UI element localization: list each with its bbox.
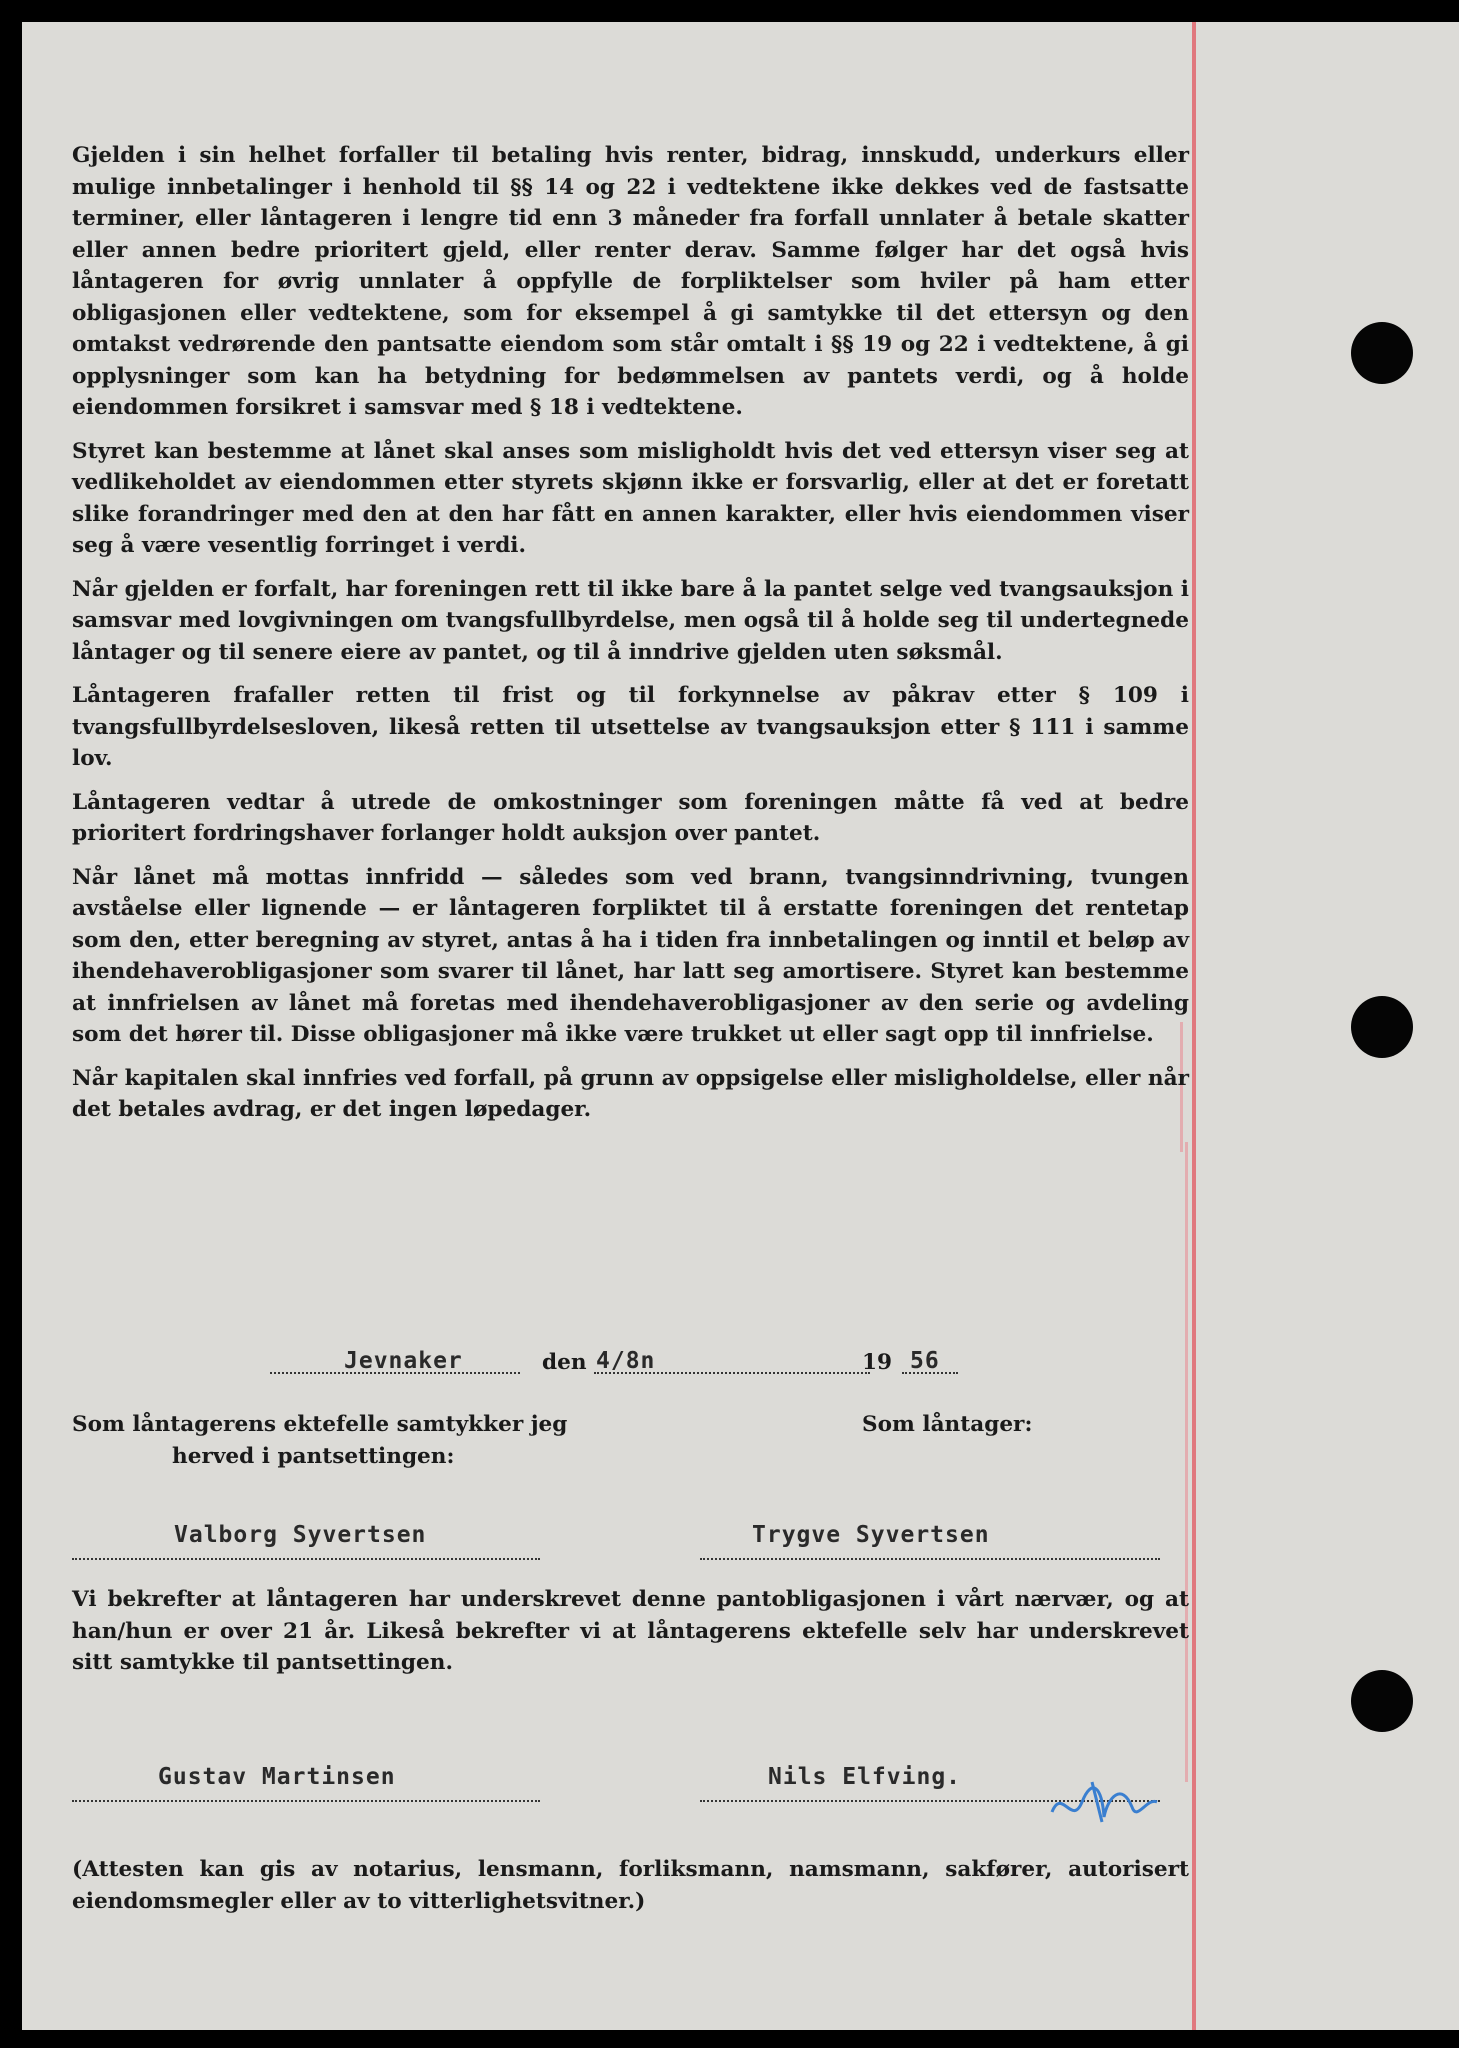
binder-hole bbox=[1351, 322, 1413, 384]
binder-hole bbox=[1351, 1670, 1413, 1732]
witness1-signature-line bbox=[72, 1800, 540, 1802]
witness-statement: Vi bekrefter at låntageren har underskrevet denne pantobligasjonen i vårt nærvær, og at han/hun er over 21 år. Likeså bekrefter vi at låntagerens ektefelle selv har underskrevet sitt samtykke til pantsettingen. bbox=[72, 1587, 1189, 1675]
witness1-signature: Gustav Martinsen bbox=[158, 1764, 396, 1790]
paragraph: Når kapitalen skal innfries ved forfall, på grunn av oppsigelse eller misligholdelse, eller når det betales avdrag, er det ingen løpedager. bbox=[72, 1065, 1189, 1122]
year-suffix: 56 bbox=[910, 1348, 940, 1374]
spouse-consent-line2: herved i pantsettingen: bbox=[172, 1444, 455, 1469]
margin-red-mark bbox=[1185, 1142, 1188, 1782]
spouse-consent-line1: Som låntagerens ektefelle samtykker jeg bbox=[72, 1412, 568, 1437]
margin-red-line bbox=[1192, 22, 1196, 2030]
witness2-signature: Nils Elfving. bbox=[768, 1764, 962, 1790]
document-page bbox=[22, 22, 1459, 2030]
paragraph: Gjelden i sin helhet forfaller til betaling hvis renter, bidrag, innskudd, underkurs eller mulige innbetalinger i henhold til §§ 14 og 22 i vedtektene ikke dekkes ved de fastsatte terminer, eller låntageren i lengre tid enn 3 måneder fra forfall unnlater å betale skatter eller annen bedre prioritert gjeld, eller renter derav. Samme følger har det også hvis låntageren for øvrig unnlater å oppfylle de forpliktelser som hviler på ham etter obligasjonen eller vedtektene, som for eksempel å gi samtykke til det ettersyn og den omtakst vedrørende den pantsatte eiendom som står omtalt i §§ 19 og 22 i vedtektene, å gi opplysninger som kan ha betydning for bedømmelsen av pantets verdi, og å holde eiendommen forsikret i samsvar med § 18 i vedtektene. bbox=[72, 143, 1189, 420]
attest-note: (Attesten kan gis av notarius, lensmann, forliksmann, namsmann, sakfører, autorisert eiendomsmegler eller av to vitterlighetsvitner.) bbox=[72, 1857, 1189, 1914]
date-value: 4/8n bbox=[596, 1348, 656, 1374]
binder-hole bbox=[1351, 996, 1413, 1058]
paragraph: Når gjelden er forfalt, har foreningen rett til ikke bare å la pantet selge ved tvangsauksjon i samsvar med lovgivningen om tvangsfullbyrdelse, men også til å holde seg til undertegnede låntager og til senere eiere av pantet, og til å inndrive gjelden uten søksmål. bbox=[72, 576, 1189, 665]
place-value: Jevnaker bbox=[344, 1348, 463, 1374]
initials-scrawl bbox=[1042, 1767, 1162, 1837]
den-label: den bbox=[542, 1350, 587, 1375]
paragraph: Styret kan bestemme at lånet skal anses som misligholdt hvis det ved ettersyn viser seg at vedlikeholdet av eiendommen etter styrets skjønn ikke er forsvarlig, eller at det er foretatt slike forandringer med den at den har fått en annen karakter, eller hvis eiendommen viser seg å være vesentlig forringet i verdi. bbox=[72, 438, 1189, 558]
paragraph: Låntageren frafaller retten til frist og til forkynnelse av påkrav etter § 109 i tvangsfullbyrdelsesloven, likeså retten til utsettelse av tvangsauksjon etter § 111 i samme lov. bbox=[72, 683, 1189, 771]
borrower-signature: Trygve Syvertsen bbox=[752, 1522, 990, 1548]
loan-terms-text bbox=[72, 140, 1189, 1138]
year-prefix: 19 bbox=[862, 1350, 893, 1375]
paragraph: Låntageren vedtar å utrede de omkostninger som foreningen måtte få ved at bedre prioritert fordringshaver forlanger holdt auksjon over pantet. bbox=[72, 789, 1189, 846]
borrower-signature-line bbox=[700, 1558, 1160, 1560]
borrower-label: Som låntager: bbox=[862, 1412, 1033, 1437]
spouse-signature-line bbox=[72, 1558, 540, 1560]
paragraph: Når lånet må mottas innfridd — således som ved brann, tvangsinndrivning, tvungen avståelse eller lignende — er låntageren forpliktet til å erstatte foreningen det rentetap som den, etter beregning av styret, antas å ha i tiden fra innbetalingen og inntil et beløp av ihendehaverobligasjoner som svarer til lånet, har latt seg amortisere. Styret kan bestemme at innfrielsen av lånet må foretas med ihendehaverobligasjoner av den serie og avdeling som det hører til. Disse obligasjoner må ikke være trukket ut eller sagt opp til innfrielse. bbox=[72, 864, 1189, 1047]
spouse-signature: Valborg Syvertsen bbox=[174, 1522, 427, 1548]
